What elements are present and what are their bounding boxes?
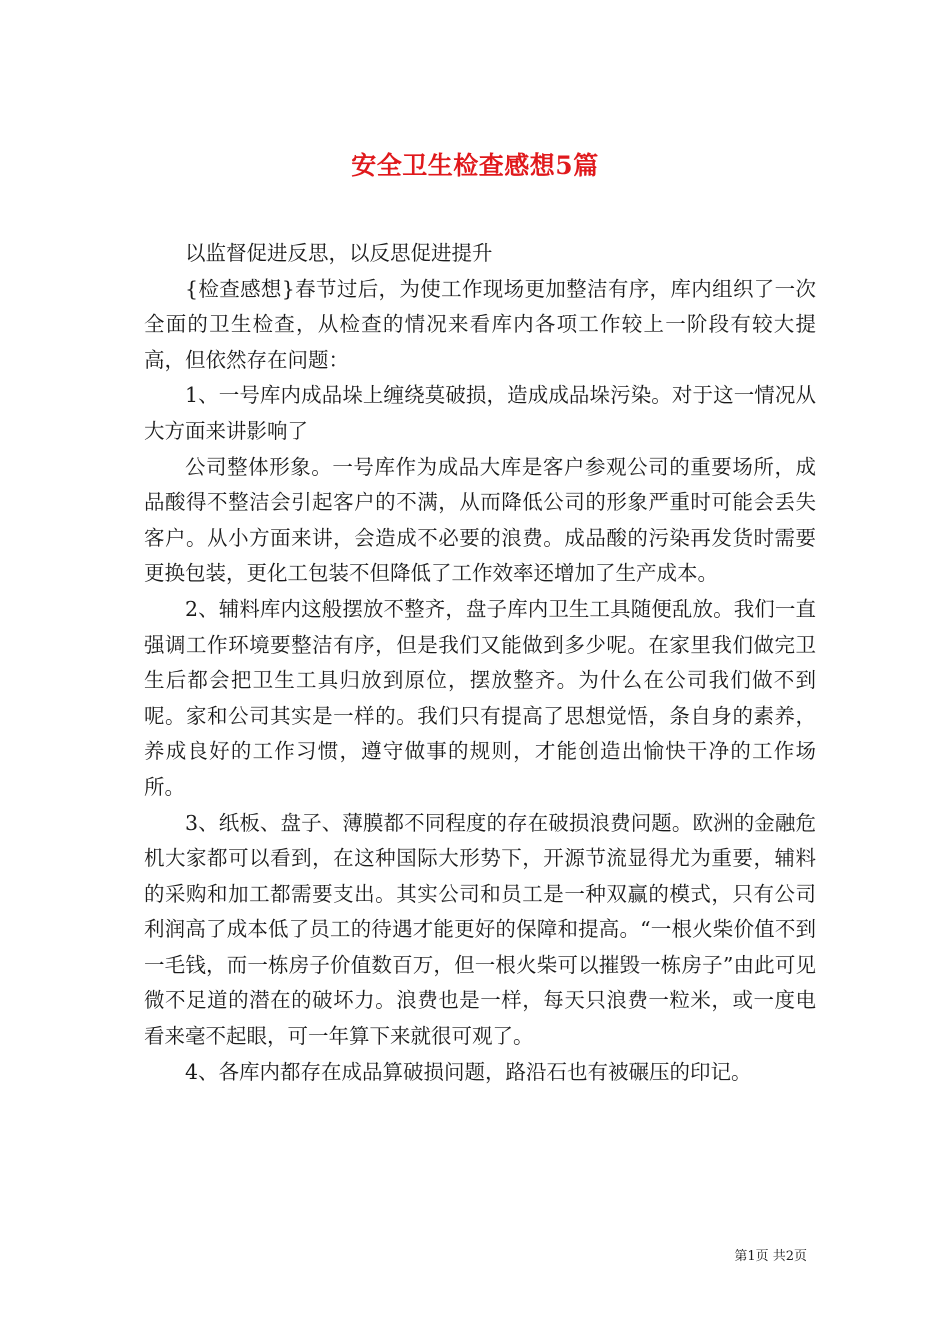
paragraph-item-3: 3、纸板、盘子、薄膜都不同程度的存在破损浪费问题。欧洲的金融危机大家都可以看到，在这种国际大形势下，开源节流显得尤为重要，辅料的采购和加工都需要支出。其实公司和员工是一种双赢的模式，只有公司利润高了成本低了员工的待遇才能更好的保障和提高。“一根火柴价值不到一毛钱，而一栋房子价值数百万，但一根火柴可以摧毁一栋房子”由此可见微不足道的潜在的破坏力。浪费也是一样，每天只浪费一粒米，或一度电看来毫不起眼，可一年算下来就很可观了。 [144,810,816,1049]
paragraph-item-4: 4、各库内都存在成品算破损问题，路沿石也有被碾压的印记。 [185,1059,752,1084]
paragraph-subtitle: 以监督促进反思，以反思促进提升 [185,241,493,265]
document-body [144,236,816,1090]
page-title: 安全卫生检查感想5篇 [351,150,599,180]
paragraph-intro: {检查感想}春节过后，为使工作现场更加整洁有序，库内组织了一次全面的卫生检查，从检查的情况来看库内各项工作较上一阶段有较大提高，但依然存在问题： [144,276,816,372]
paragraph-item-1-continued: 公司整体形象。一号库作为成品大库是客户参观公司的重要场所，成品酸得不整洁会引起客户的不满，从而降低公司的形象严重时可能会丢失客户。从小方面来讲，会造成不必要的浪费。成品酸的污染再发货时需要更换包装，更化工包装不但降低了工作效率还增加了生产成本。 [144,454,816,586]
paragraph-item-2: 2、辅料库内这般摆放不整齐，盘子库内卫生工具随便乱放。我们一直强调工作环境要整洁有序，但是我们又能做到多少呢。在家里我们做完卫生后都会把卫生工具归放到原位，摆放整齐。为什么在公司我们做不到呢。家和公司其实是一样的。我们只有提高了思想觉悟，条自身的素养，养成良好的工作习惯，遵守做事的规则，才能创造出愉快干净的工作场所。 [144,596,816,799]
paragraph-item-1: 1、一号库内成品垛上缠绕莫破损，造成成品垛污染。对于这一情况从大方面来讲影响了 [144,383,816,443]
page-number-footer: 第1页 共2页 [734,1249,807,1264]
